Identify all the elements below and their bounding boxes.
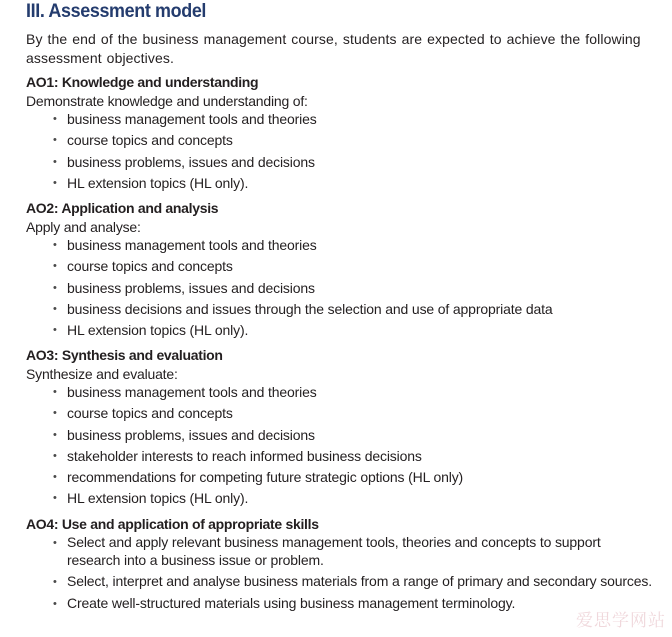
bullet-icon: • bbox=[53, 386, 57, 398]
intro-paragraph: By the end of the business management course, students are expected to achieve the following assessment objectives. bbox=[26, 31, 641, 66]
list-item-text: Select and apply relevant business management tools, theories and concepts to support research into a business issue or problem. bbox=[67, 534, 601, 568]
list-item bbox=[50, 131, 656, 149]
list-item-text: business problems, issues and decisions bbox=[67, 153, 315, 170]
bullet-icon: • bbox=[53, 449, 57, 462]
list-item-text: business management tools and theories bbox=[67, 384, 317, 400]
objective-list bbox=[26, 383, 656, 507]
watermark: 爱思学网站 bbox=[576, 611, 666, 631]
list-item bbox=[50, 236, 656, 254]
document-page bbox=[26, 0, 656, 611]
bullet-icon: • bbox=[53, 576, 57, 588]
objective-ao4 bbox=[26, 515, 656, 616]
list-item bbox=[50, 426, 656, 444]
list-item bbox=[50, 534, 656, 569]
list-item-text: Create well-structured materials using business management terminology. bbox=[67, 594, 516, 611]
objective-ao2 bbox=[26, 199, 656, 342]
bullet-icon: • bbox=[53, 113, 57, 125]
list-item bbox=[50, 257, 656, 275]
list-item bbox=[50, 153, 656, 171]
bullet-icon: • bbox=[53, 492, 57, 505]
list-item bbox=[50, 573, 656, 591]
objective-ao1 bbox=[26, 73, 656, 195]
list-item bbox=[50, 110, 656, 128]
list-item bbox=[50, 595, 656, 613]
list-item-text: business problems, issues and decisions bbox=[67, 426, 315, 443]
list-item-text: stakeholder interests to reach informed business decisions bbox=[67, 447, 422, 464]
list-item bbox=[50, 468, 656, 486]
list-item bbox=[50, 383, 656, 401]
list-item bbox=[50, 279, 656, 297]
list-item bbox=[50, 404, 656, 422]
objective-heading: AO3: Synthesis and evaluation bbox=[26, 347, 223, 363]
objective-list bbox=[26, 110, 656, 192]
list-item-text: business management tools and theories bbox=[67, 237, 317, 253]
objective-lead: Synthesize and evaluate: bbox=[26, 366, 178, 382]
bullet-icon: • bbox=[53, 428, 57, 441]
objective-heading: AO1: Knowledge and understanding bbox=[26, 74, 259, 90]
objective-lead: Apply and analyse: bbox=[26, 219, 141, 235]
bullet-icon: • bbox=[53, 324, 57, 337]
bullet-icon: • bbox=[53, 281, 57, 294]
objective-lead: Demonstrate knowledge and understanding of: bbox=[26, 93, 308, 109]
bullet-icon: • bbox=[53, 260, 57, 273]
list-item-text: Select, interpret and analyse business materials from a range of primary and secondary sources. bbox=[67, 573, 652, 589]
list-item bbox=[50, 447, 656, 465]
bullet-icon: • bbox=[53, 134, 57, 147]
list-item-text: business management tools and theories bbox=[67, 111, 317, 127]
list-item-text: HL extension topics (HL only). bbox=[67, 490, 249, 507]
list-item-text: HL extension topics (HL only). bbox=[67, 174, 249, 191]
section-title: III. Assessment model bbox=[26, 0, 207, 22]
objective-heading: AO4: Use and application of appropriate skills bbox=[26, 516, 319, 532]
list-item-text: business decisions and issues through the selection and use of appropriate data bbox=[67, 300, 553, 317]
objective-list bbox=[26, 534, 656, 612]
objective-heading: AO2: Application and analysis bbox=[26, 200, 219, 216]
bullet-icon: • bbox=[53, 597, 57, 610]
list-item bbox=[50, 300, 656, 318]
list-item bbox=[50, 174, 656, 192]
list-item-text: course topics and concepts bbox=[67, 405, 233, 422]
list-item-text: business problems, issues and decisions bbox=[67, 279, 315, 296]
list-item-text: HL extension topics (HL only). bbox=[67, 322, 249, 339]
list-item-text: recommendations for competing future strategic options (HL only) bbox=[67, 469, 464, 486]
list-item bbox=[50, 321, 656, 339]
objective-ao3 bbox=[26, 346, 656, 511]
bullet-icon: • bbox=[53, 155, 57, 168]
list-item-text: course topics and concepts bbox=[67, 258, 233, 275]
list-item bbox=[50, 489, 656, 507]
objective-list bbox=[26, 236, 656, 339]
bullet-icon: • bbox=[53, 537, 57, 549]
list-item-text: course topics and concepts bbox=[67, 132, 233, 149]
bullet-icon: • bbox=[53, 176, 57, 189]
bullet-icon: • bbox=[53, 407, 57, 420]
bullet-icon: • bbox=[53, 239, 57, 251]
bullet-icon: • bbox=[53, 471, 57, 484]
bullet-icon: • bbox=[53, 302, 57, 315]
